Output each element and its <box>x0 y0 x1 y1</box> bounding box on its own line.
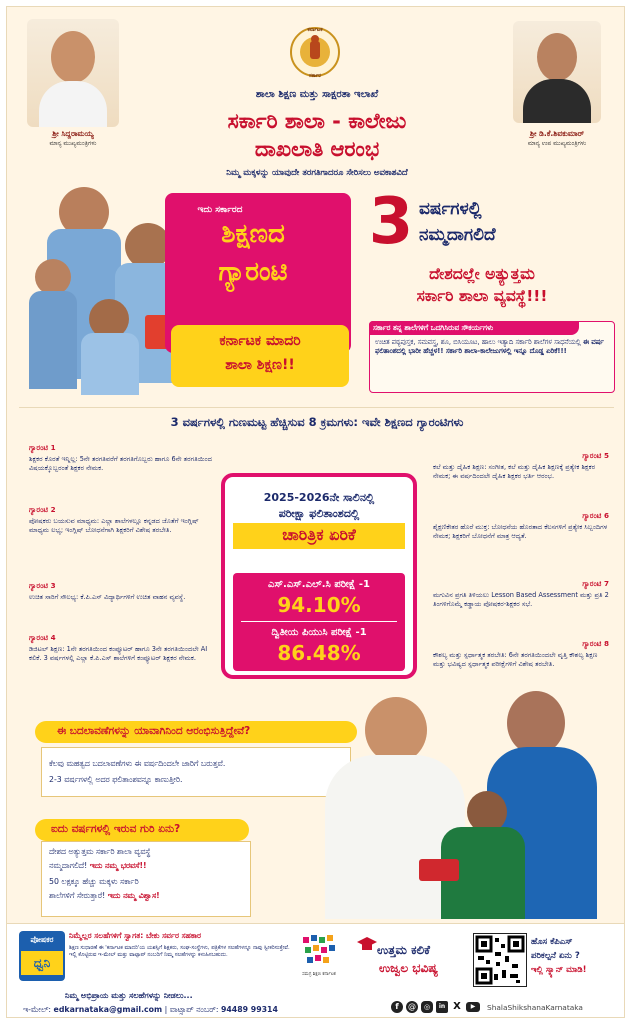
leader-portrait-right <box>513 21 601 123</box>
leader-portrait-left <box>27 19 119 127</box>
left-leader-role: ಮಾನ್ಯ ಮುಖ್ಯಮಂತ್ರಿಗಳು <box>49 140 97 147</box>
facilities-title: ಸರ್ಕಾರ ತನ್ನ ಶಾಲೆಗಳಿಗೆ ಒದಗಿಸಿರುವ ಸೌಕರ್ಯಗಳು <box>373 323 494 332</box>
leaders-with-child-photo <box>321 691 621 919</box>
contact-separator: | <box>164 1005 170 1014</box>
badge-bottom-text: ಧ್ವನಿ <box>21 951 63 975</box>
guarantee-1-title: ಗ್ಯಾರಂಟಿ 1 <box>29 443 56 452</box>
three-number: 3 <box>368 185 414 259</box>
qr-line1: ಹೊಸ ಕೆಪಿಎಸ್ <box>531 937 573 947</box>
emblem-bottom-text: ಸರ್ಕಾರ <box>309 73 321 79</box>
guarantee-yellow2: ಶಾಲಾ ಶಿಕ್ಷಣ!! <box>225 357 295 373</box>
guarantee-2-title: ಗ್ಯಾರಂಟಿ 2 <box>29 505 56 514</box>
guarantee-card-big2: ಗ್ಯಾರಂಟಿ <box>218 257 288 287</box>
footer-contact <box>23 1005 323 1015</box>
guarantee-3-title: ಗ್ಯಾರಂಟಿ 3 <box>29 581 56 590</box>
results-title2: ಪರೀಕ್ಷಾ ಫಲಿತಾಂಶದಲ್ಲಿ <box>278 507 360 520</box>
three-years-red2: ಸರ್ಕಾರಿ ಶಾಲಾ ವ್ಯವಸ್ಥೆ!!! <box>416 287 548 305</box>
social-handle: ShalaShikshanaKarnataka <box>487 1003 583 1012</box>
instagram-icon[interactable]: ◎ <box>421 1001 433 1013</box>
divider-line <box>19 407 614 408</box>
guarantee-8-body: ಕೌಶಲ್ಯ ಮತ್ತು ಸ್ಪರ್ಧಾತ್ಮಕ ತರಬೇತಿ: 6ನೇ ತರಗತಿಯಿಂದಲೇ ವೃತ್ತಿ ಕೌಶಲ್ಯ ಶಿಕ್ಷಣ ಮತ್ತು ಭವಿಷ್ಯದ ಸ್ಪರ್ಧಾತ್ಮಕ ಪರೀಕ್ಷೆಗಳಿಗೆ ವಿಶೇಷ ತರಬೇತಿ. <box>433 651 598 668</box>
footer-welcome: ನಿಮ್ಮೆಲ್ಲರ ಸಲಹೆಗಳಿಗೆ ಸ್ವಾಗತ: ಬೇಕು ಸರ್ವರ ಸಹಕಾರ <box>69 931 202 940</box>
eight-steps-heading: 3 ವರ್ಷಗಳಲ್ಲಿ ಗುಣಮಟ್ಟ ಹೆಚ್ಚಿಸುವ 8 ಕ್ರಮಗಳು: ಇವೇ ಶಿಕ್ಷಣದ ಗ್ಯಾರಂಟಿಗಳು <box>170 415 464 429</box>
footer-note: ಶಿಕ್ಷಣ ಸುಧಾರಣೆ ಈ 'ಕರ್ನಾಟಕ ಮಾದರಿ'ಯ ಯಶಸ್ಸಿಗೆ ಶಿಕ್ಷಕರು, ಸಂಘ-ಸಂಸ್ಥೆಗಳು, ಪತ್ರಿಕೆಗಳ ಸಲಹೆಗಳನ್ನೂ ನಾವು ಸ್ವೀಕರಿಸುತ್ತೇವೆ. ಇಲ್ಲಿ ಕೊಟ್ಟಿರುವ ಇ-ಮೇಲ್ ಮತ್ತು ವಾಟ್ಸಾಪ್ ನಂಬರಿಗೆ ನಿಮ್ಮ ಸಲಹೆಗಳನ್ನು ಕಳುಹಿಸಬಹುದು. <box>69 945 290 959</box>
page-subtitle: ನಿಮ್ಮ ಮಕ್ಕಳನ್ನು ಯಾವುದೇ ತರಗತಿಗಾದರೂ ಸೇರಿಸಲು ಅವಕಾಶವಿದೆ <box>226 168 408 178</box>
faq1-answer-box <box>41 747 351 797</box>
exam2-value: 86.48% <box>277 641 361 665</box>
department-name: ಶಾಲಾ ಶಿಕ್ಷಣ ಮತ್ತು ಸಾಕ್ಷರತಾ ಇಲಾಖೆ <box>255 89 379 100</box>
students-photo <box>29 187 179 397</box>
facilities-body <box>375 338 609 356</box>
right-leader-name: ಶ್ರೀ ಡಿ.ಕೆ.ಶಿವಕುಮಾರ್ <box>529 129 585 138</box>
faq2-answer1: ದೇಶದ ಅತ್ಯುತ್ತಮ ಸರ್ಕಾರಿ ಶಾಲಾ ವ್ಯವಸ್ಥೆ <box>49 847 151 856</box>
faq2-answer4b: ಇದು ನಮ್ಮ ವಿಶ್ವಾಸ! <box>107 891 160 900</box>
three-years-line1: ವರ್ಷಗಳಲ್ಲಿ <box>419 199 482 219</box>
email-link[interactable]: edkarnataka@gmail.com <box>53 1005 163 1014</box>
exam1-value: 94.10% <box>277 593 361 617</box>
faq1-answer2: 2-3 ವರ್ಷಗಳಲ್ಲಿ ಅದರ ಫಲಿತಾಂಶವನ್ನೂ ಕಾಣುತ್ತೀರಿ. <box>49 775 183 784</box>
faq2-question: ಐದು ವರ್ಷಗಳಲ್ಲಿ ಇರುವ ಗುರಿ ಏನು? <box>51 823 181 835</box>
three-years-line2: ನಮ್ಮದಾಗಲಿದೆ <box>419 225 496 245</box>
guarantee-5-title: ಗ್ಯಾರಂಟಿ 5 <box>582 451 609 460</box>
x-icon[interactable]: X <box>451 1001 463 1013</box>
guarantee-7-body: ಮಗುವಿನ ಪ್ರಗತಿ ತಿಳಿಯಲು Lesson Based Assessment ಮತ್ತು ಪ್ರತಿ 2 ತಿಂಗಳಿಗೊಮ್ಮೆ ಕಡ್ಡಾಯ ಪೋಷಕರ-ಶಿಕ್ಷಕರ ಸಭೆ. <box>433 591 609 608</box>
facilities-body-text: ಉಚಿತ ಪಠ್ಯಪುಸ್ತಕ, ಸಮವಸ್ತ್ರ, ಶೂ, ಬಿಸಿಯೂಟ, ಹಾಲು ಇತ್ಯಾದಿ ಸರ್ಕಾರಿ ಶಾಲೆಗಳ ಸಾಧನೆಯಲ್ಲಿ <box>375 338 581 346</box>
results-title1: 2025-2026ನೇ ಸಾಲಿನಲ್ಲಿ <box>263 491 375 504</box>
guarantee-2-body: ಪೋಷಕರು ಬಯಸುವ ಮಾಧ್ಯಮ: ಎಲ್ಲಾ ಶಾಲೆಗಳಲ್ಲೂ ಕನ್ನಡದ ಜೊತೆಗೆ ಇಂಗ್ಲಿಷ್ ಮಾಧ್ಯಮ ಲಭ್ಯ; ಇಂಗ್ಲಿಷ್ ಬೋಧನೆಗಾಗಿ ಶಿಕ್ಷಕರಿಗೆ ವಿಶೇಷ ತರಬೇತಿ. <box>29 517 199 534</box>
whatsapp-number[interactable]: 94489 99314 <box>220 1005 278 1014</box>
samagra-shikshana-logo-icon <box>299 933 339 969</box>
exam2-label: ದ್ವಿತೀಯ ಪಿಯುಸಿ ಪರೀಕ್ಷೆ -1 <box>271 627 367 638</box>
badge-top-text: ಪೋಷಕರ <box>30 935 54 944</box>
email-label: ಇ-ಮೇಲ್: <box>23 1005 52 1014</box>
guarantee-card-big1: ಶಿಕ್ಷಣದ <box>221 219 285 249</box>
qr-line2: ಪರಿಕಲ್ಪನೆ ಏನು ? <box>531 951 580 961</box>
guarantee-card-small: ಇದು ಸರ್ಕಾರದ <box>197 205 243 215</box>
kps-qr-code[interactable] <box>473 933 527 987</box>
graduation-cap-icon <box>355 935 379 955</box>
guarantee-4-body: ಡಿಜಿಟಲ್ ಶಿಕ್ಷಣ: 1ನೇ ತರಗತಿಯಿಂದ ಕಂಪ್ಯೂಟರ್ ಹಾಗೂ 3ನೇ ತರಗತಿಯಿಂದಲೇ AI ಕಲಿಕೆ. 3 ವರ್ಷಗಳಲ್ಲಿ ಎಲ್ಲಾ ಕೆ.ಪಿ.ಎಸ್ ಶಾಲೆಗಳಿಗೆ ಕಂಪ್ಯೂಟರ್ ಶಿಕ್ಷಕರ ನೇಮಕ. <box>29 645 208 662</box>
faq2-answer3: 50 ಲಕ್ಷಕ್ಕೂ ಹೆಚ್ಚು ಮಕ್ಕಳು ಸರ್ಕಾರಿ <box>49 877 139 886</box>
faq2-answer4a: ಶಾಲೆಗಳಿಗೆ ಸೇರುತ್ತಾರೆ! <box>49 891 106 900</box>
faq2-answer2 <box>49 861 249 871</box>
samagra-logo-caption: ಸಮಗ್ರ ಶಿಕ್ಷಣ ಕರ್ನಾಟಕ <box>302 972 336 977</box>
facilities-body-bold: ಈ ವರ್ಷ ಫಲಿತಾಂಶದಲ್ಲಿ ಭಾರೀ ಹೆಚ್ಚಳ!! ಸರ್ಕಾರಿ ಶಾಲಾ-ಕಾಲೇಜುಗಳಲ್ಲಿ ಇನ್ನೂ ದೊಡ್ಡ ಏರಿಕೆ!!! <box>375 338 604 356</box>
guarantee-8-title: ಗ್ಯಾರಂಟಿ 8 <box>582 639 609 648</box>
three-years-red1: ದೇಶದಲ್ಲೇ ಅತ್ಯುತ್ತಮ <box>429 265 535 283</box>
youtube-icon[interactable]: ▶ <box>466 1002 480 1012</box>
guarantee-7-title: ಗ್ಯಾರಂಟಿ 7 <box>582 579 609 588</box>
advertisement-page <box>6 6 625 1018</box>
right-leader-role: ಮಾನ್ಯ ಉಪ ಮುಖ್ಯಮಂತ್ರಿಗಳು <box>527 140 587 147</box>
slogan-line1: ಉತ್ತಮ ಕಲಿಕೆ <box>377 943 431 957</box>
left-leader-name: ಶ್ರೀ ಸಿದ್ದರಾಮಯ್ಯ <box>52 129 94 138</box>
guarantee-5-body: ಕಲೆ ಮತ್ತು ದೈಹಿಕ ಶಿಕ್ಷಣ: ಸಂಗೀತ, ಕಲೆ ಮತ್ತು ದೈಹಿಕ ಶಿಕ್ಷಣಕ್ಕೆ ಪ್ರತ್ಯೇಕ ಶಿಕ್ಷಕರ ನೇಮಕ; ಈ ವರ್ಷದಿಂದಲೇ ದೈಹಿಕ ಶಿಕ್ಷಕರ ಭರ್ತಿ ಆರಂಭ. <box>433 463 596 480</box>
guarantee-6-body: ಶೈಕ್ಷಣಿಕೇತರ ಹೊರೆ ಮುಕ್ತ: ಬೋಧನೆಯ ಹೊರತಾದ ಕೆಲಸಗಳಿಗೆ ಪ್ರತ್ಯೇಕ ಸಿಬ್ಬಂದಿಗಳ ನೇಮಕ; ಶಿಕ್ಷಕರಿಗೆ ಬೋಧನೆಗೆ ಮಾತ್ರ ಆದ್ಯತೆ. <box>433 523 608 540</box>
page-title-line1: ಸರ್ಕಾರಿ ಶಾಲಾ - ಕಾಲೇಜು <box>227 109 407 133</box>
faq1-question: ಈ ಬದಲಾವಣೆಗಳನ್ನು ಯಾವಾಗಿನಿಂದ ಆರಂಭಿಸುತ್ತಿದ್ದೇವೆ? <box>57 725 251 737</box>
results-title3: ಚಾರಿತ್ರಿಕ ಏರಿಕೆ <box>282 525 356 544</box>
whatsapp-label: ವಾಟ್ಸಾಪ್ ನಂಬರ್: <box>169 1005 219 1014</box>
qr-line3: ಇಲ್ಲಿ ಸ್ಕ್ಯಾನ್ ಮಾಡಿ! <box>531 965 587 975</box>
emblem-top-text: ಕರ್ನಾಟಕ <box>307 27 323 33</box>
social-icons <box>391 1001 487 1015</box>
exam1-label: ಎಸ್.ಎಸ್.ಎಲ್.ಸಿ ಪರೀಕ್ಷೆ -1 <box>268 579 370 590</box>
faq2-answer4 <box>49 891 249 901</box>
facebook-icon[interactable]: f <box>391 1001 403 1013</box>
guarantee-1-body: ಶಿಕ್ಷಕರ ಕೊರತೆ ಇನ್ನಿಲ್ಲ: 5ನೇ ತರಗತಿವರೆಗೆ ತರಗತಿಗೊಬ್ಬರು ಹಾಗೂ 6ನೇ ತರಗತಿಯಿಂದ ವಿಷಯಕ್ಕೊಬ್ಬರಂತೆ ಶಿಕ್ಷಕರ ನೇಮಕ. <box>29 455 212 472</box>
linkedin-icon[interactable]: in <box>436 1001 448 1013</box>
guarantee-yellow1: ಕರ್ನಾಟಕ ಮಾದರಿ <box>219 333 301 349</box>
guarantee-4-title: ಗ್ಯಾರಂಟಿ 4 <box>29 633 56 642</box>
page-title-line2: ದಾಖಲಾತಿ ಆರಂಭ <box>254 137 380 161</box>
threads-icon[interactable]: @ <box>408 1002 416 1011</box>
guarantee-3-body: ಉಚಿತ ಸಾರಿಗೆ ಸೌಲಭ್ಯ: ಕೆ.ಪಿ.ಎಸ್ ವಿದ್ಯಾರ್ಥಿಗಳಿಗೆ ಉಚಿತ ವಾಹನ ವ್ಯವಸ್ಥೆ. <box>29 593 186 601</box>
guarantee-6-title: ಗ್ಯಾರಂಟಿ 6 <box>582 511 609 520</box>
faq2-answer2b: ಇದು ನಮ್ಮ ಭರವಸೆ!! <box>89 861 147 870</box>
faq2-answer2a: ನಮ್ಮದಾಗಲಿದೆ! <box>49 861 88 870</box>
faq1-answer1: ಕೆಲವು ಮಹತ್ವದ ಬದಲಾವಣೆಗಳು ಈ ವರ್ಷದಿಂದಲೇ ಜಾರಿಗೆ ಬರುತ್ತವೆ. <box>49 759 226 768</box>
exam-divider <box>241 621 397 622</box>
slogan-line2: ಉಜ್ವಲ ಭವಿಷ್ಯ <box>379 961 439 975</box>
footer-opinion: ನಿಮ್ಮ ಅಭಿಪ್ರಾಯ ಮತ್ತು ಸಲಹೆಗಳನ್ನು ನೀಡಲು... <box>65 991 193 1000</box>
